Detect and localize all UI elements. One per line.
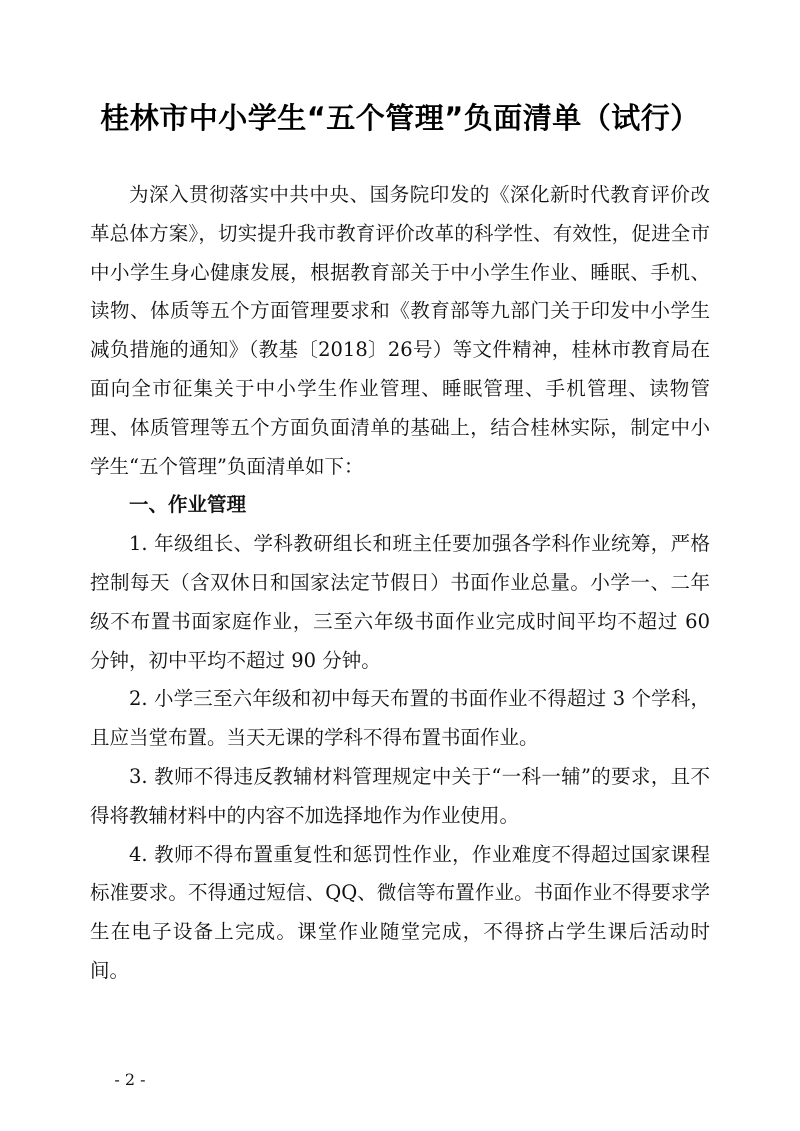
section-heading-homework: 一、作业管理 xyxy=(129,493,247,517)
list-item: 4. 教师不得布置重复性和惩罚性作业，作业难度不得超过国家课程标准要求。不得通过短信、QQ、微信等布置作业。书面作业不得要求学生在电子设备上完成。课堂作业随堂完成，不得挤占学生课后活动时间。 xyxy=(90,842,710,982)
intro-paragraph: 为深入贯彻落实中共中央、国务院印发的《深化新时代教育评价改革总体方案》，切实提升我市教育评价改革的科学性、有效性，促进全市中小学生身心健康发展，根据教育部关于中小学生作业、睡眠、手机、读物、体质等五个方面管理要求和《教育部等九部门关于印发中小学生减负措施的通知》（教基〔2018〕26号）等文件精神，桂林市教育局在面向全市征集关于中小学生作业管理、睡眠管理、手机管理、读物管理、体质管理等五个方面负面清单的基础上，结合桂林实际，制定中小学生“五个管理”负面清单如下： xyxy=(90,183,710,478)
list-item: 3. 教师不得违反教辅材料管理规定中关于“一科一辅”的要求，且不得将教辅材料中的内容不加选择地作为作业使用。 xyxy=(90,764,710,827)
document-body xyxy=(90,176,710,991)
document-title: 桂林市中小学生“五个管理”负面清单（试行） xyxy=(100,101,700,135)
page-number: - 2 - xyxy=(114,1070,146,1089)
list-item: 1. 年级组长、学科教研组长和班主任要加强各学科作业统筹，严格控制每天（含双休日和国家法定节假日）书面作业总量。小学一、二年级不布置书面家庭作业，三至六年级书面作业完成时间平均不超过 60 分钟，初中平均不超过 90 分钟。 xyxy=(90,532,710,672)
list-item: 2. 小学三至六年级和初中每天布置的书面作业不得超过 3 个学科，且应当堂布置。当天无课的学科不得布置书面作业。 xyxy=(90,687,710,750)
